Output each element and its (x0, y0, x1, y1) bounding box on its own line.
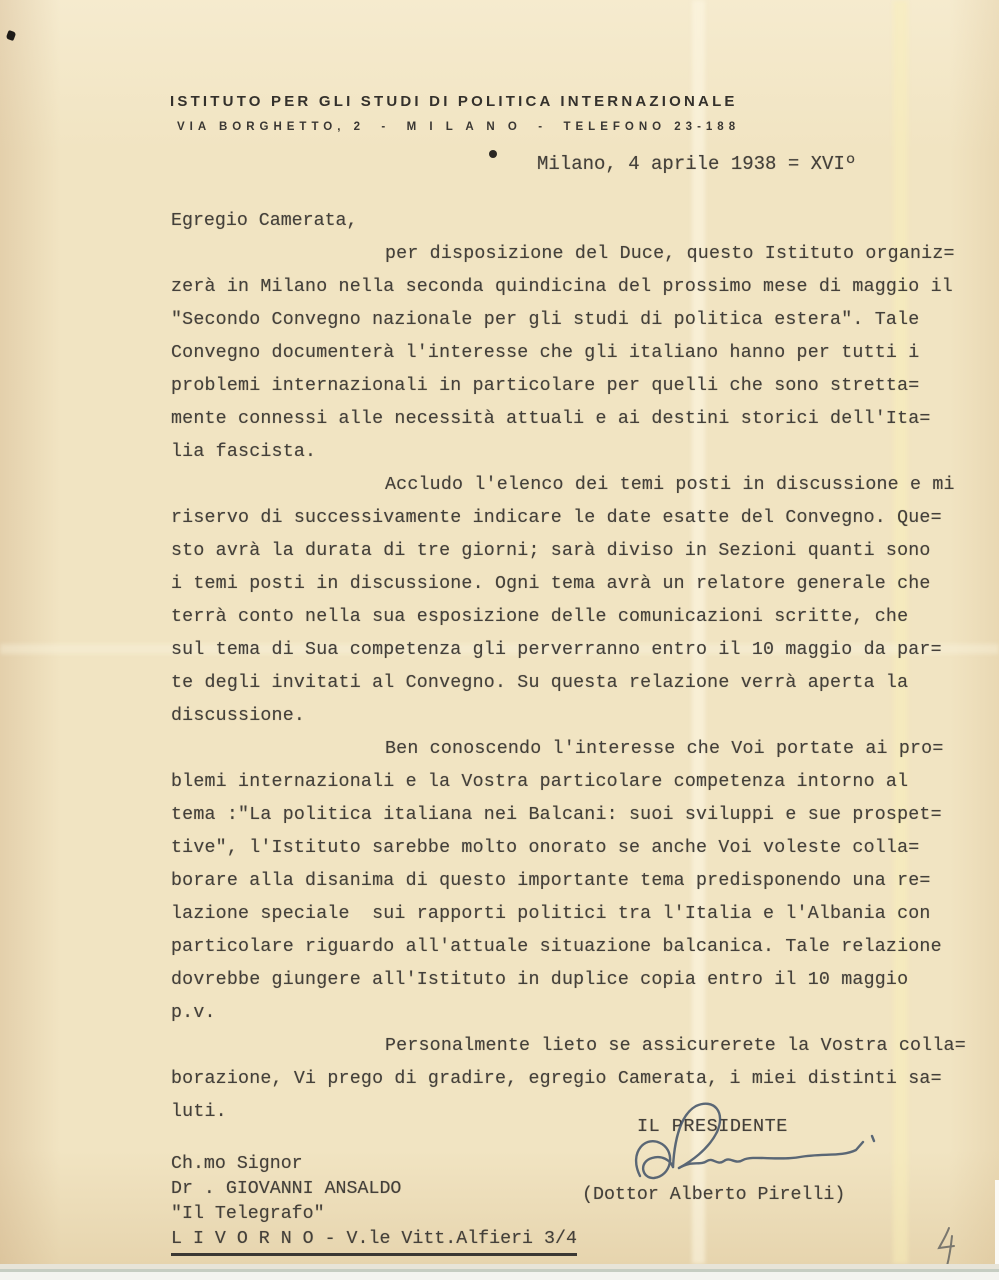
letter-line: blemi internazionali e la Vostra particolare competenza intorno al (171, 772, 909, 792)
letter-line: zerà in Milano nella seconda quindicina del prossimo mese di maggio il (171, 277, 953, 297)
recipient-honorific: Ch.mo Signor (171, 1154, 303, 1174)
recipient-city-address: L I V O R N O - V.le Vitt.Alfieri 3/4 (171, 1227, 577, 1256)
recipient-block (171, 1152, 577, 1256)
letter-line: dovrebbe giungere all'Istituto in duplice copia entro il 10 maggio (171, 970, 909, 990)
letter-line: tive", l'Istituto sarebbe molto onorato se anche Voi voleste colla= (171, 838, 920, 858)
letter-line: Ben conoscendo l'interesse che Voi portate ai pro= (385, 739, 944, 759)
letter-line: sto avrà la durata di tre giorni; sarà diviso in Sezioni quanti sono (171, 541, 931, 561)
signoff-title: IL PRESIDENTE (637, 1116, 788, 1137)
date-line: Milano, 4 aprile 1938 = XVIº (537, 153, 857, 175)
letterhead-institute-name: ISTITUTO PER GLI STUDI DI POLITICA INTERNAZIONALE (170, 93, 738, 110)
signed-name: (Dottor Alberto Pirelli) (582, 1185, 846, 1205)
letter-line: problemi internazionali in particolare per quelli che sono stretta= (171, 376, 920, 396)
scan-edge (995, 1180, 999, 1264)
letter-line: lazione speciale sui rapporti politici tra l'Italia e l'Albania con (171, 904, 931, 924)
letter-line: "Secondo Convegno nazionale per gli studi di politica estera". Tale (171, 310, 920, 330)
letter-line: p.v. (171, 1003, 216, 1023)
letter-line: Accludo l'elenco dei temi posti in discussione e mi (385, 475, 955, 495)
letter-line: borare alla disanima di questo importante tema predisponendo una re= (171, 871, 931, 891)
letter-line: discussione. (171, 706, 306, 726)
recipient-name: Dr . GIOVANNI ANSALDO (171, 1179, 402, 1199)
salutation: Egregio Camerata, (171, 211, 358, 231)
letter-line: per disposizione del Duce, questo Istituto organiz= (385, 244, 955, 264)
letter-line: riservo di successivamente indicare le date esatte del Convegno. Que= (171, 508, 942, 528)
letter-line: sul tema di Sua competenza gli perverranno entro il 10 maggio da par= (171, 640, 942, 660)
letter-line: luti. (171, 1102, 227, 1122)
letter-line: Convegno documenterà l'interesse che gli italiano hanno per tutti i (171, 343, 920, 363)
letter-line: lia fascista. (171, 442, 317, 462)
letter-line: tema :"La politica italiana nei Balcani: suoi sviluppi e sue prospet= (171, 805, 942, 825)
letter-line: terrà conto nella sua esposizione delle comunicazioni scritte, che (171, 607, 909, 627)
scan-edge (0, 1272, 999, 1280)
letter-line: i temi posti in discussione. Ogni tema avrà un relatore generale che (171, 574, 931, 594)
letter-line: mente connessi alle necessità attuali e ai destini storici dell'Ita= (171, 409, 931, 429)
letterhead-dot (489, 150, 497, 158)
letter-line: borazione, Vi prego di gradire, egregio Camerata, i miei distinti sa= (171, 1069, 942, 1089)
letter-line: particolare riguardo all'attuale situazione balcanica. Tale relazione (171, 937, 942, 957)
letterhead-address: VIA BORGHETTO, 2 - M I L A N O - TELEFONO 23-188 (177, 121, 741, 133)
letter-line: te degli invitati al Convegno. Su questa relazione verrà aperta la (171, 673, 909, 693)
recipient-org: "Il Telegrafo" (171, 1204, 325, 1224)
ink-blot (6, 30, 17, 41)
letter-body (171, 238, 981, 1129)
letter-line: Personalmente lieto se assicurerete la Vostra colla= (385, 1036, 966, 1056)
